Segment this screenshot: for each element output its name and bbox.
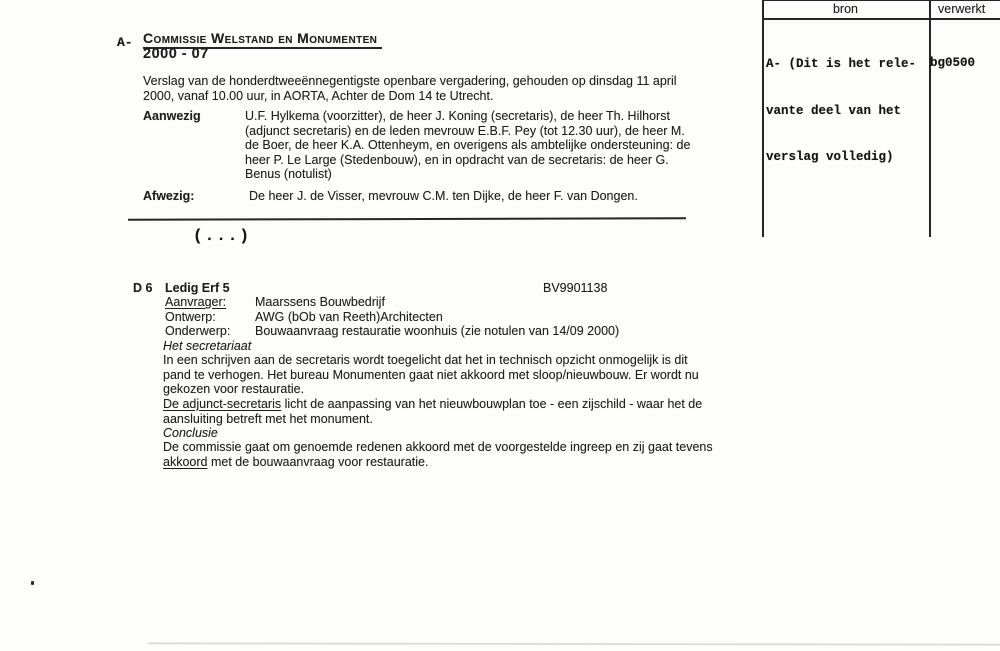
divider-rule bbox=[128, 217, 686, 220]
field-row bbox=[165, 295, 725, 310]
conclusion-paragraph bbox=[163, 440, 715, 469]
stamp-table bbox=[762, 0, 1000, 237]
margin-annotation: A- bbox=[117, 35, 133, 50]
scan-bottom-edge bbox=[148, 642, 1000, 645]
case-reference: BV9901138 bbox=[543, 281, 608, 295]
stamp-table-header-rule bbox=[762, 18, 1000, 20]
field-row bbox=[165, 310, 725, 325]
conclusion-text-c: met de bouwaanvraag voor restauratie. bbox=[207, 454, 429, 469]
stamp-table-top-border bbox=[762, 0, 1000, 1]
adjunct-rest: licht de aanpassing van het nieuwbouwplan toe - een zijschild - waar het de aansluiting betreft met het monument. bbox=[163, 397, 703, 426]
stamp-note-line: verslag volledig) bbox=[766, 150, 894, 164]
conclusion-text-a: De commissie gaat om genoemde redenen akkoord met de voorgestelde ingreep en zij gaat tevens bbox=[163, 440, 713, 454]
bron-column-header: bron bbox=[832, 2, 859, 16]
case-number: D 6 bbox=[133, 281, 153, 295]
report-number: 2000 - 07 bbox=[143, 46, 209, 62]
secretariat-heading: Het secretariaat bbox=[163, 339, 252, 353]
case-title: Ledig Erf 5 bbox=[165, 281, 230, 295]
present-label: Aanwezig bbox=[143, 109, 201, 123]
scan-speck bbox=[31, 581, 34, 585]
present-value: U.F. Hylkema (voorzitter), de heer J. Koning (secretaris), de heer Th. Hilhorst (adjunct secretaris) en de leden mevrouw E.B.F. Pey (tot 12.30 uur), de heer M. de Boer, de heer K.A. Ottenheym, en overigens als ambtelijke ondersteuning: de heer P. Le Large (Stedenbouw), en in opdracht van de secretaris: de heer G. Benus (notulist) bbox=[245, 109, 691, 182]
conclusion-heading: Conclusie bbox=[163, 426, 218, 440]
stamp-note bbox=[766, 26, 916, 197]
absent-label: Afwezig: bbox=[143, 189, 195, 203]
case-fields bbox=[165, 295, 725, 339]
field-value: AWG (bOb van Reeth)Architecten bbox=[255, 309, 443, 324]
stamp-table-left-border bbox=[762, 0, 764, 237]
adjunct-lead: De adjunct-secretaris bbox=[163, 397, 282, 411]
processed-code: bg0500 bbox=[930, 56, 976, 70]
conclusion-text-underlined: akkoord bbox=[163, 454, 208, 469]
stamp-note-line: vante deel van het bbox=[766, 103, 902, 118]
absent-value: De heer J. de Visser, mevrouw C.M. ten Dijke, de heer F. van Dongen. bbox=[249, 189, 638, 203]
field-row bbox=[165, 324, 725, 339]
field-label: Ontwerp: bbox=[165, 309, 216, 324]
secretariat-paragraph: In een schrijven aan de secretaris wordt toegelicht dat het in technisch opzicht onmogelijk is dit pand te verhogen. Het bureau Monumenten gaat niet akkoord met sloop/nieuwbouw. Er wordt nu gekozen voor restauratie. bbox=[163, 353, 699, 397]
stamp-table-divider bbox=[929, 0, 931, 237]
omission-ellipsis: (...) bbox=[193, 227, 252, 245]
adjunct-paragraph bbox=[163, 397, 715, 426]
stamp-note-line: A- (Dit is het rele- bbox=[766, 57, 917, 71]
committee-title: Commissie Welstand en Monumenten bbox=[143, 31, 382, 49]
field-value: Bouwaanvraag restauratie woonhuis (zie notulen van 14/09 2000) bbox=[255, 324, 620, 339]
field-label: Onderwerp: bbox=[165, 324, 231, 339]
field-value: Maarssens Bouwbedrijf bbox=[255, 295, 385, 309]
verwerkt-column-header: verwerkt bbox=[938, 2, 986, 16]
field-label: Aanvrager: bbox=[165, 295, 227, 309]
intro-paragraph: Verslag van de honderdtweeënnegentigste openbare vergadering, gehouden op dinsdag 11 april 2000, vanaf 10.00 uur, in AORTA, Achter de Dom 14 te Utrecht. bbox=[143, 74, 677, 103]
